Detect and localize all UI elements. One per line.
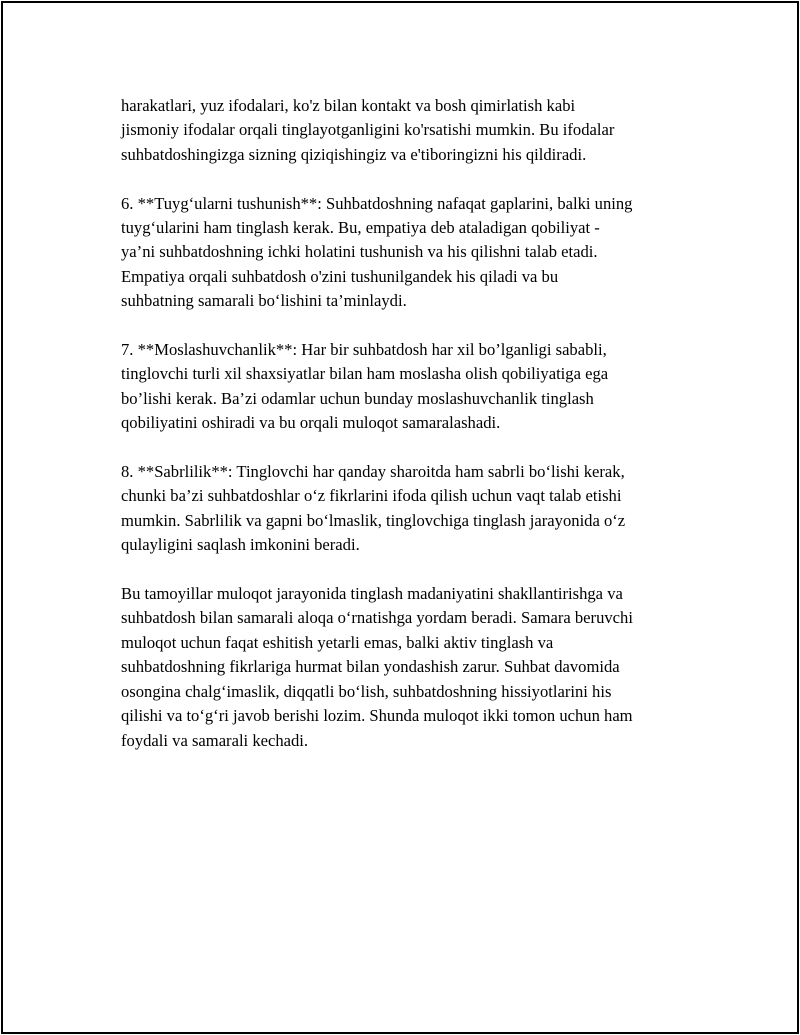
text-line: suhbatning samarali bo‘lishini ta’minlaydi. <box>121 291 407 311</box>
page-frame <box>1 1 799 1034</box>
text-line: Bu tamoyillar muloqot jarayonida tinglash madaniyatini shakllantirishga va <box>121 584 623 604</box>
text-line: 7. **Moslashuvchanlik**: Har bir suhbatdosh har xil bo’lganligi sababli, <box>121 340 607 360</box>
text-line: suhbatdoshning fikrlariga hurmat bilan yondashish zarur. Suhbat davomida <box>121 657 620 677</box>
text-line: jismoniy ifodalar orqali tinglayotganligini ko'rsatishi mumkin. Bu ifodalar <box>121 120 615 140</box>
text-line: 8. **Sabrlilik**: Tinglovchi har qanday sharoitda ham sabrli bo‘lishi kerak, <box>121 462 625 482</box>
text-line: tinglovchi turli xil shaxsiyatlar bilan ham moslasha olish qobiliyatiga ega <box>121 364 609 384</box>
text-line: qilishi va to‘g‘ri javob berishi lozim. Shunda muloqot ikki tomon uchun ham <box>121 706 633 726</box>
text-line: qobiliyatini oshiradi va bu orqali muloqot samaralashadi. <box>121 413 501 433</box>
text-line: osongina chalg‘imaslik, diqqatli bo‘lish, suhbatdoshning hissiyotlarini his <box>121 681 612 701</box>
paragraph-flexibility <box>121 338 701 436</box>
text-line: foydali va samarali kechadi. <box>121 730 309 750</box>
paragraph-conclusion <box>121 582 701 753</box>
text-line: qulayligini saqlash imkonini beradi. <box>121 535 360 555</box>
text-line: mumkin. Sabrlilik va gapni bo‘lmaslik, tinglovchiga tinglash jarayonida o‘z <box>121 510 626 530</box>
text-line: bo’lishi kerak. Ba’zi odamlar uchun bunday moslashuvchanlik tinglash <box>121 388 594 408</box>
paragraph-patience <box>121 460 701 558</box>
text-line: tuyg‘ularini ham tinglash kerak. Bu, empatiya deb ataladigan qobiliyat - <box>121 218 600 238</box>
text-line: muloqot uchun faqat eshitish yetarli emas, balki aktiv tinglash va <box>121 632 554 652</box>
text-line: harakatlari, yuz ifodalari, ko'z bilan kontakt va bosh qimirlatish kabi <box>121 96 576 115</box>
text-line: 6. **Tuyg‘ularni tushunish**: Suhbatdoshning nafaqat gaplarini, balki uning <box>121 193 633 213</box>
text-line: chunki ba’zi suhbatdoshlar o‘z fikrlarini ifoda qilish uchun vaqt talab etishi <box>121 486 622 506</box>
paragraph-understanding-feelings <box>121 192 701 314</box>
text-line: suhbatdoshingizga sizning qiziqishingiz va e'tiboringizni his qildiradi. <box>121 144 587 164</box>
paragraph-body-language <box>121 94 701 167</box>
text-line: suhbatdosh bilan samarali aloqa o‘rnatishga yordam beradi. Samara beruvchi <box>121 608 633 628</box>
text-line: ya’ni suhbatdoshning ichki holatini tushunish va his qilishni talab etadi. <box>121 242 598 262</box>
text-line: Empatiya orqali suhbatdosh o'zini tushunilgandek his qiladi va bu <box>121 266 559 286</box>
document-body <box>121 94 701 777</box>
